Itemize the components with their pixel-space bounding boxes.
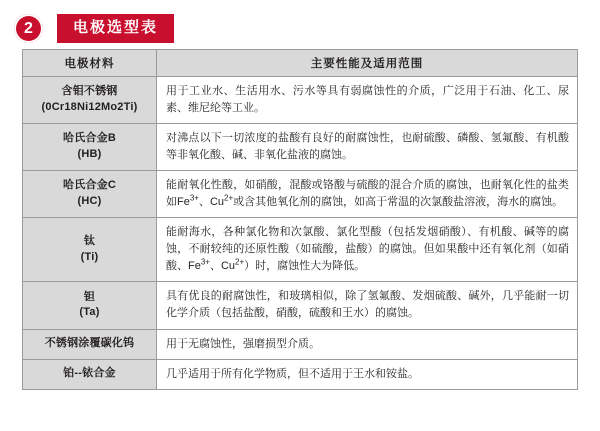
table-container xyxy=(0,44,600,390)
desc-part: 、Cu xyxy=(209,260,236,273)
section-number-badge: 2 xyxy=(14,14,43,43)
material-code: (Ta) xyxy=(79,306,100,319)
material-name: 钛 xyxy=(83,234,96,247)
page-title: 电极选型表 xyxy=(57,14,174,44)
desc-part: 、Cu xyxy=(198,196,225,209)
table-row xyxy=(23,77,578,124)
cell-description: 具有优良的耐腐蚀性，和玻璃相似，除了氢氟酸、发烟硫酸、碱外，几乎能耐一切化学介质（包括盐酸，硝酸，硫酸和王水）的腐蚀。 xyxy=(157,282,578,329)
material-name: 哈氏合金C xyxy=(63,179,116,192)
material-name: 哈氏合金B xyxy=(63,132,116,145)
column-header-properties: 主要性能及适用范围 xyxy=(157,50,578,77)
table-row xyxy=(23,359,578,389)
material-code: (Ti) xyxy=(80,250,99,263)
cell-material xyxy=(23,329,157,359)
desc-part: 或含其他氧化剂的腐蚀，如高于常温的次氯酸盐溶液，海水的腐蚀。 xyxy=(233,196,564,209)
cell-description: 几乎适用于所有化学物质，但不适用于王水和铵盐。 xyxy=(157,359,578,389)
desc-sup: 2+ xyxy=(235,257,245,267)
table-body xyxy=(23,77,578,390)
table-row xyxy=(23,171,578,218)
cell-description: 对沸点以下一切浓度的盐酸有良好的耐腐蚀性，也耐硫酸、磷酸、氢氟酸、有机酸等非氧化酸、碱、非氧化盐液的腐蚀。 xyxy=(157,124,578,171)
cell-description xyxy=(157,218,578,282)
table-row xyxy=(23,124,578,171)
cell-material xyxy=(23,124,157,171)
table-row xyxy=(23,329,578,359)
table-head xyxy=(23,50,578,77)
desc-sup: 3+ xyxy=(189,193,199,203)
material-name: 含钼不锈钢 xyxy=(61,85,118,98)
material-name: 钽 xyxy=(83,290,96,303)
desc-part: 能耐氧化性酸，如硝酸，混酸或铬酸与硫酸的混合介质的腐蚀，也耐氧化性的盐类如Fe xyxy=(166,179,569,209)
material-code: (HB) xyxy=(77,148,102,161)
desc-sup: 2+ xyxy=(224,193,234,203)
material-name: 铂--铱合金 xyxy=(63,367,116,380)
column-header-material: 电极材料 xyxy=(23,50,157,77)
cell-material xyxy=(23,282,157,329)
cell-description: 用于无腐蚀性，强磨损型介质。 xyxy=(157,329,578,359)
section-header xyxy=(0,0,600,44)
desc-part: ）时，腐蚀性大为降低。 xyxy=(244,260,366,273)
cell-description xyxy=(157,171,578,218)
table-row xyxy=(23,218,578,282)
desc-sup: 3+ xyxy=(200,257,210,267)
material-code: (HC) xyxy=(77,195,102,208)
electrode-selection-table xyxy=(22,49,578,390)
material-name: 不锈钢涂覆碳化钨 xyxy=(44,337,135,350)
desc-part: 能耐海水，各种氯化物和次氯酸、氯化型酸（包括发烟硝酸）、有机酸、碱等的腐蚀，不耐较纯的还原性酸（如硫酸，盐酸）的腐蚀。但如果酸中还有氧化剂（如硝酸、Fe xyxy=(166,226,569,273)
cell-description: 用于工业水、生活用水、污水等具有弱腐蚀性的介质，广泛用于石油、化工、尿素、维尼纶等工业。 xyxy=(157,77,578,124)
table-header-row xyxy=(23,50,578,77)
material-code: (0Cr18Ni12Mo2Ti) xyxy=(41,101,138,114)
cell-material xyxy=(23,77,157,124)
table-row xyxy=(23,282,578,329)
cell-material xyxy=(23,359,157,389)
cell-material xyxy=(23,218,157,282)
cell-material xyxy=(23,171,157,218)
